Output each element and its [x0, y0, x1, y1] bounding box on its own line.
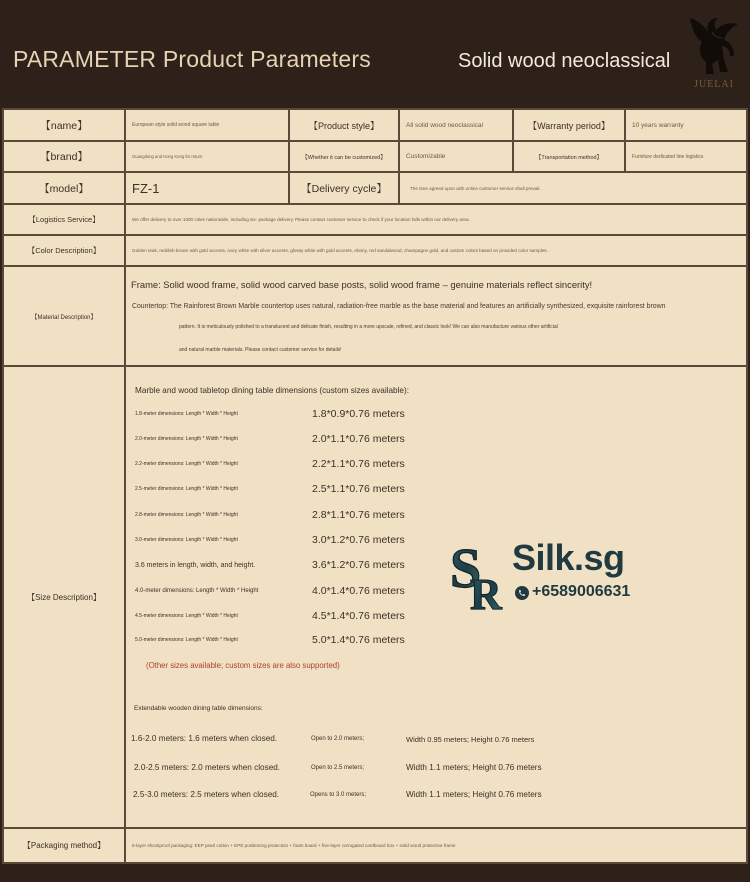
size-item-desc: 2.0-meter dimensions: Length * Width * Height — [135, 436, 238, 442]
silk-sr-logo-icon — [448, 535, 510, 613]
silk-watermark — [448, 535, 638, 615]
page-subtitle: Solid wood neoclassical — [458, 50, 671, 72]
material-frame-text: Frame: Solid wood frame, solid wood carved base posts, solid wood frame – genuine materials reflect sincerity! — [131, 279, 593, 290]
ext-closed-size: 2.5-3.0 meters: 2.5 meters when closed. — [133, 790, 280, 799]
packaging-value: 5-layer shockproof packaging: EEP pearl cotton + EPE positioning protection + foam board + five-layer corrugated cardboard box + solid wood protective frame — [126, 829, 746, 862]
size-item-desc: 2.8-meter dimensions: Length * Width * Height — [135, 512, 238, 518]
size-item-dims: 3.0*1.2*0.76 meters — [312, 534, 405, 546]
size-description — [126, 367, 746, 827]
model-label: 【model】 — [4, 173, 124, 203]
name-label: 【name】 — [4, 110, 124, 140]
size-item-dims: 5.0*1.4*0.76 meters — [312, 634, 405, 646]
ext-width-height: Width 1.1 meters; Height 0.76 meters — [406, 763, 542, 772]
logo-text: JUELAI — [694, 79, 734, 90]
size-item-desc: 2.5-meter dimensions: Length * Width * Height — [135, 486, 238, 492]
material-countertop-text: Countertop: The Rainforest Brown Marble countertop uses natural, radiation-free marble as the base material and features an artificially synthesized, exquisite rainforest brown — [132, 303, 666, 310]
custom-sizes-note: (Other sizes available; custom sizes are also supported) — [146, 661, 340, 670]
size-item-desc: 5.0-meter dimensions: Length * Width * Height — [135, 637, 238, 643]
size-item-desc: 1.8-meter dimensions: Length * Width * Height — [135, 411, 238, 417]
brand-label: 【brand】 — [4, 142, 124, 171]
page-header — [0, 0, 750, 104]
product-style-value: All solid wood neoclassical — [400, 110, 512, 140]
ext-width-height: Width 1.1 meters; Height 0.76 meters — [406, 790, 542, 799]
size-item-dims: 2.5*1.1*0.76 meters — [312, 483, 405, 495]
color-value: Golden teak, reddish-brown with gold accents, ivory white with silver accents, glossy white with gold accents, ebony, red sandalwood, champagne gold, and custom colors based on provided color samples. — [126, 236, 746, 265]
material-pattern-text: pattern. It is meticulously polished to a translucent and delicate finish, resulting in a more upscale, refined, and classic look! We can also manufacture various other artificial — [179, 324, 558, 330]
logistics-label: 【Logistics Service】 — [4, 205, 124, 234]
size-item-dims: 2.2*1.1*0.76 meters — [312, 458, 405, 470]
brand-logo — [684, 12, 744, 90]
name-value: European style solid wood square table — [126, 110, 288, 140]
ext-open-size: Open to 2.0 meters; — [311, 736, 365, 742]
pegasus-logo-icon — [684, 12, 744, 78]
ext-open-size: Open to 2.5 meters; — [311, 765, 365, 771]
packaging-label: 【Packaging method】 — [4, 829, 124, 862]
whatsapp-icon — [514, 585, 530, 601]
delivery-label: 【Delivery cycle】 — [290, 173, 398, 203]
size-item-dims: 3.6*1.2*0.76 meters — [312, 559, 405, 571]
product-style-label: 【Product style】 — [290, 110, 398, 140]
color-label: 【Color Description】 — [4, 236, 124, 265]
customized-value: Customizable — [400, 142, 512, 171]
svg-text:S: S — [450, 538, 482, 600]
size-item-desc: 2.2-meter dimensions: Length * Width * Height — [135, 461, 238, 467]
transport-value: Furniture dedicated line logistics — [626, 142, 746, 171]
size-item-desc: 4.5-meter dimensions: Length * Width * Height — [135, 613, 238, 619]
material-description — [126, 267, 746, 365]
model-value: FZ-1 — [126, 173, 288, 203]
warranty-value: 10 years warranty — [626, 110, 746, 140]
size-item-dims: 4.0*1.4*0.76 meters — [312, 585, 405, 597]
silk-phone-text: +6589006631 — [532, 583, 631, 600]
size-item-desc: 3.0-meter dimensions: Length * Width * Height — [135, 537, 238, 543]
size-item-desc: 3.6 meters in length, width, and height. — [135, 562, 256, 569]
logistics-value: We offer delivery to over 1000 cities nationwide, including six- package delivery. Please contact customer service to check if your location falls within our delivery area. — [126, 205, 746, 234]
parameters-table — [2, 108, 748, 864]
page-footer — [0, 864, 750, 882]
ext-open-size: Opens to 3.0 meters; — [310, 792, 367, 798]
size-item-dims: 2.0*1.1*0.76 meters — [312, 433, 405, 445]
material-label: 【Material Description】 — [4, 267, 124, 365]
size-item-desc: 4.0-meter dimensions: Length * Width * Height — [135, 588, 259, 594]
size-item-dims: 2.8*1.1*0.76 meters — [312, 509, 405, 521]
transport-label: 【Transportation method】 — [514, 142, 624, 171]
size-heading: Marble and wood tabletop dining table dimensions (custom sizes available): — [135, 386, 409, 395]
material-contact-text: and natural marble materials. Please contact customer service for details! — [179, 347, 342, 353]
ext-closed-size: 2.0-2.5 meters: 2.0 meters when closed. — [134, 763, 281, 772]
ext-width-height: Width 0.95 meters; Height 0.76 meters — [406, 735, 535, 744]
svg-text:R: R — [470, 570, 502, 613]
warranty-label: 【Warranty period】 — [514, 110, 624, 140]
size-label: 【Size Description】 — [4, 367, 124, 827]
customized-label: 【Whether it can be customized】 — [290, 142, 398, 171]
size-item-dims: 4.5*1.4*0.76 meters — [312, 610, 405, 622]
size-item-dims: 1.8*0.9*0.76 meters — [312, 408, 405, 420]
page-title: PARAMETER Product Parameters — [13, 46, 371, 72]
extendable-heading: Extendable wooden dining table dimensions: — [134, 705, 263, 712]
brand-value: Guangdong and Hong Kong for return — [126, 142, 288, 171]
silk-brand-text: Silk.sg — [512, 537, 625, 578]
ext-closed-size: 1.6-2.0 meters: 1.6 meters when closed. — [131, 734, 278, 743]
delivery-value: The time agreed upon with online customer service shall prevail. — [400, 173, 746, 203]
